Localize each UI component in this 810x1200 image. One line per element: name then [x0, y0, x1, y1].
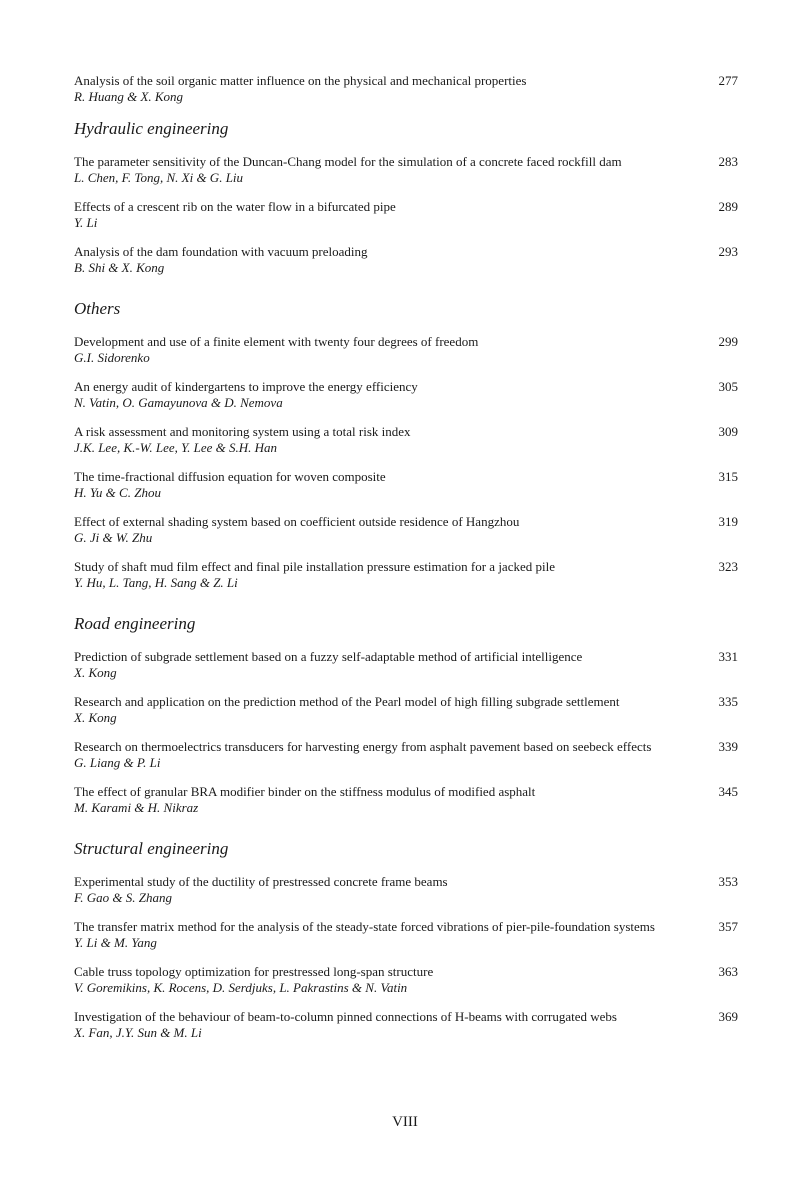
entry-title: The transfer matrix method for the analysis of the steady-state forced vibrations of pier-pile-foundation systems [74, 919, 655, 934]
entry-page-number: 331 [718, 649, 738, 664]
toc-entry[interactable] [74, 379, 738, 411]
toc-entry[interactable] [74, 424, 738, 456]
entry-page-number: 283 [718, 154, 738, 169]
toc-entry[interactable] [74, 334, 738, 366]
entry-authors: Y. Hu, L. Tang, H. Sang & Z. Li [74, 575, 238, 590]
entry-title: Investigation of the behaviour of beam-to-column pinned connections of H-beams with corrugated webs [74, 1009, 617, 1024]
entry-title: Effects of a crescent rib on the water flow in a bifurcated pipe [74, 199, 396, 214]
entry-title: Development and use of a finite element with twenty four degrees of freedom [74, 334, 479, 349]
entry-authors: N. Vatin, O. Gamayunova & D. Nemova [74, 395, 283, 410]
entry-page-number: 289 [718, 199, 738, 214]
entry-title: Analysis of the dam foundation with vacuum preloading [74, 244, 368, 259]
toc-entry[interactable] [74, 649, 738, 681]
toc-entry[interactable] [74, 154, 738, 186]
entry-authors: M. Karami & H. Nikraz [74, 800, 199, 815]
toc-entry[interactable] [74, 1009, 738, 1041]
entry-title: A risk assessment and monitoring system using a total risk index [74, 424, 411, 439]
entry-authors: G. Ji & W. Zhu [74, 530, 153, 545]
entry-page-number: 357 [718, 919, 738, 934]
section-heading-hydraulic-engineering: Hydraulic engineering [74, 119, 229, 138]
toc-entry[interactable] [74, 244, 738, 276]
entry-authors: G.I. Sidorenko [74, 350, 150, 365]
toc-entry[interactable] [74, 514, 738, 546]
entry-authors: G. Liang & P. Li [74, 755, 161, 770]
entry-title: The time-fractional diffusion equation for woven composite [74, 469, 386, 484]
entry-authors: Y. Li & M. Yang [74, 935, 157, 950]
entry-title: The parameter sensitivity of the Duncan-Chang model for the simulation of a concrete faced rockfill dam [74, 154, 622, 169]
entry-title: Research on thermoelectrics transducers for harvesting energy from asphalt pavement based on seebeck effects [74, 739, 652, 754]
entry-title: Study of shaft mud film effect and final pile installation pressure estimation for a jacked pile [74, 559, 555, 574]
entry-page-number: 345 [718, 784, 738, 799]
toc-entry[interactable] [74, 919, 738, 951]
entry-page-number: 277 [718, 73, 738, 88]
entry-authors: F. Gao & S. Zhang [74, 890, 172, 905]
entry-page-number: 335 [718, 694, 738, 709]
section-heading-structural-engineering: Structural engineering [74, 839, 229, 858]
section-heading-others: Others [74, 299, 121, 318]
entry-page-number: 369 [718, 1009, 738, 1024]
entry-page-number: 305 [718, 379, 738, 394]
entry-page-number: 339 [718, 739, 738, 754]
toc-entry[interactable] [74, 73, 738, 105]
toc-entry[interactable] [74, 964, 738, 996]
entry-title: Effect of external shading system based on coefficient outside residence of Hangzhou [74, 514, 520, 529]
entry-authors: L. Chen, F. Tong, N. Xi & G. Liu [74, 170, 244, 185]
toc-entry[interactable] [74, 199, 738, 231]
toc-entry[interactable] [74, 559, 738, 591]
entry-authors: X. Kong [74, 665, 117, 680]
section-heading-road-engineering: Road engineering [74, 614, 196, 633]
entry-authors: X. Kong [74, 710, 117, 725]
entry-page-number: 315 [718, 469, 738, 484]
entry-page-number: 309 [718, 424, 738, 439]
entry-authors: V. Goremikins, K. Rocens, D. Serdjuks, L. Pakrastins & N. Vatin [74, 980, 408, 995]
entry-authors: Y. Li [74, 215, 98, 230]
entry-page-number: 299 [718, 334, 738, 349]
entry-authors: H. Yu & C. Zhou [74, 485, 161, 500]
entry-authors: R. Huang & X. Kong [74, 89, 184, 104]
entry-page-number: 293 [718, 244, 738, 259]
entry-page-number: 363 [718, 964, 738, 979]
entry-title: An energy audit of kindergartens to improve the energy efficiency [74, 379, 418, 394]
entry-title: Cable truss topology optimization for prestressed long-span structure [74, 964, 434, 979]
entry-title: The effect of granular BRA modifier binder on the stiffness modulus of modified asphalt [74, 784, 536, 799]
page-folio: VIII [392, 1114, 418, 1130]
toc-entry[interactable] [74, 694, 738, 726]
entry-page-number: 323 [718, 559, 738, 574]
toc-list [74, 73, 738, 1054]
entry-title: Experimental study of the ductility of prestressed concrete frame beams [74, 874, 448, 889]
entry-title: Prediction of subgrade settlement based on a fuzzy self-adaptable method of artificial intelligence [74, 649, 583, 664]
entry-authors: J.K. Lee, K.-W. Lee, Y. Lee & S.H. Han [74, 440, 278, 455]
toc-entry[interactable] [74, 784, 738, 816]
toc-entry[interactable] [74, 739, 738, 771]
toc-entry[interactable] [74, 874, 738, 906]
entry-authors: B. Shi & X. Kong [74, 260, 165, 275]
entry-title: Research and application on the prediction method of the Pearl model of high filling subgrade settlement [74, 694, 620, 709]
entry-authors: X. Fan, J.Y. Sun & M. Li [74, 1025, 202, 1040]
toc-entry[interactable] [74, 469, 738, 501]
entry-page-number: 353 [718, 874, 738, 889]
entry-title: Analysis of the soil organic matter influence on the physical and mechanical properties [74, 73, 527, 88]
entry-page-number: 319 [718, 514, 738, 529]
